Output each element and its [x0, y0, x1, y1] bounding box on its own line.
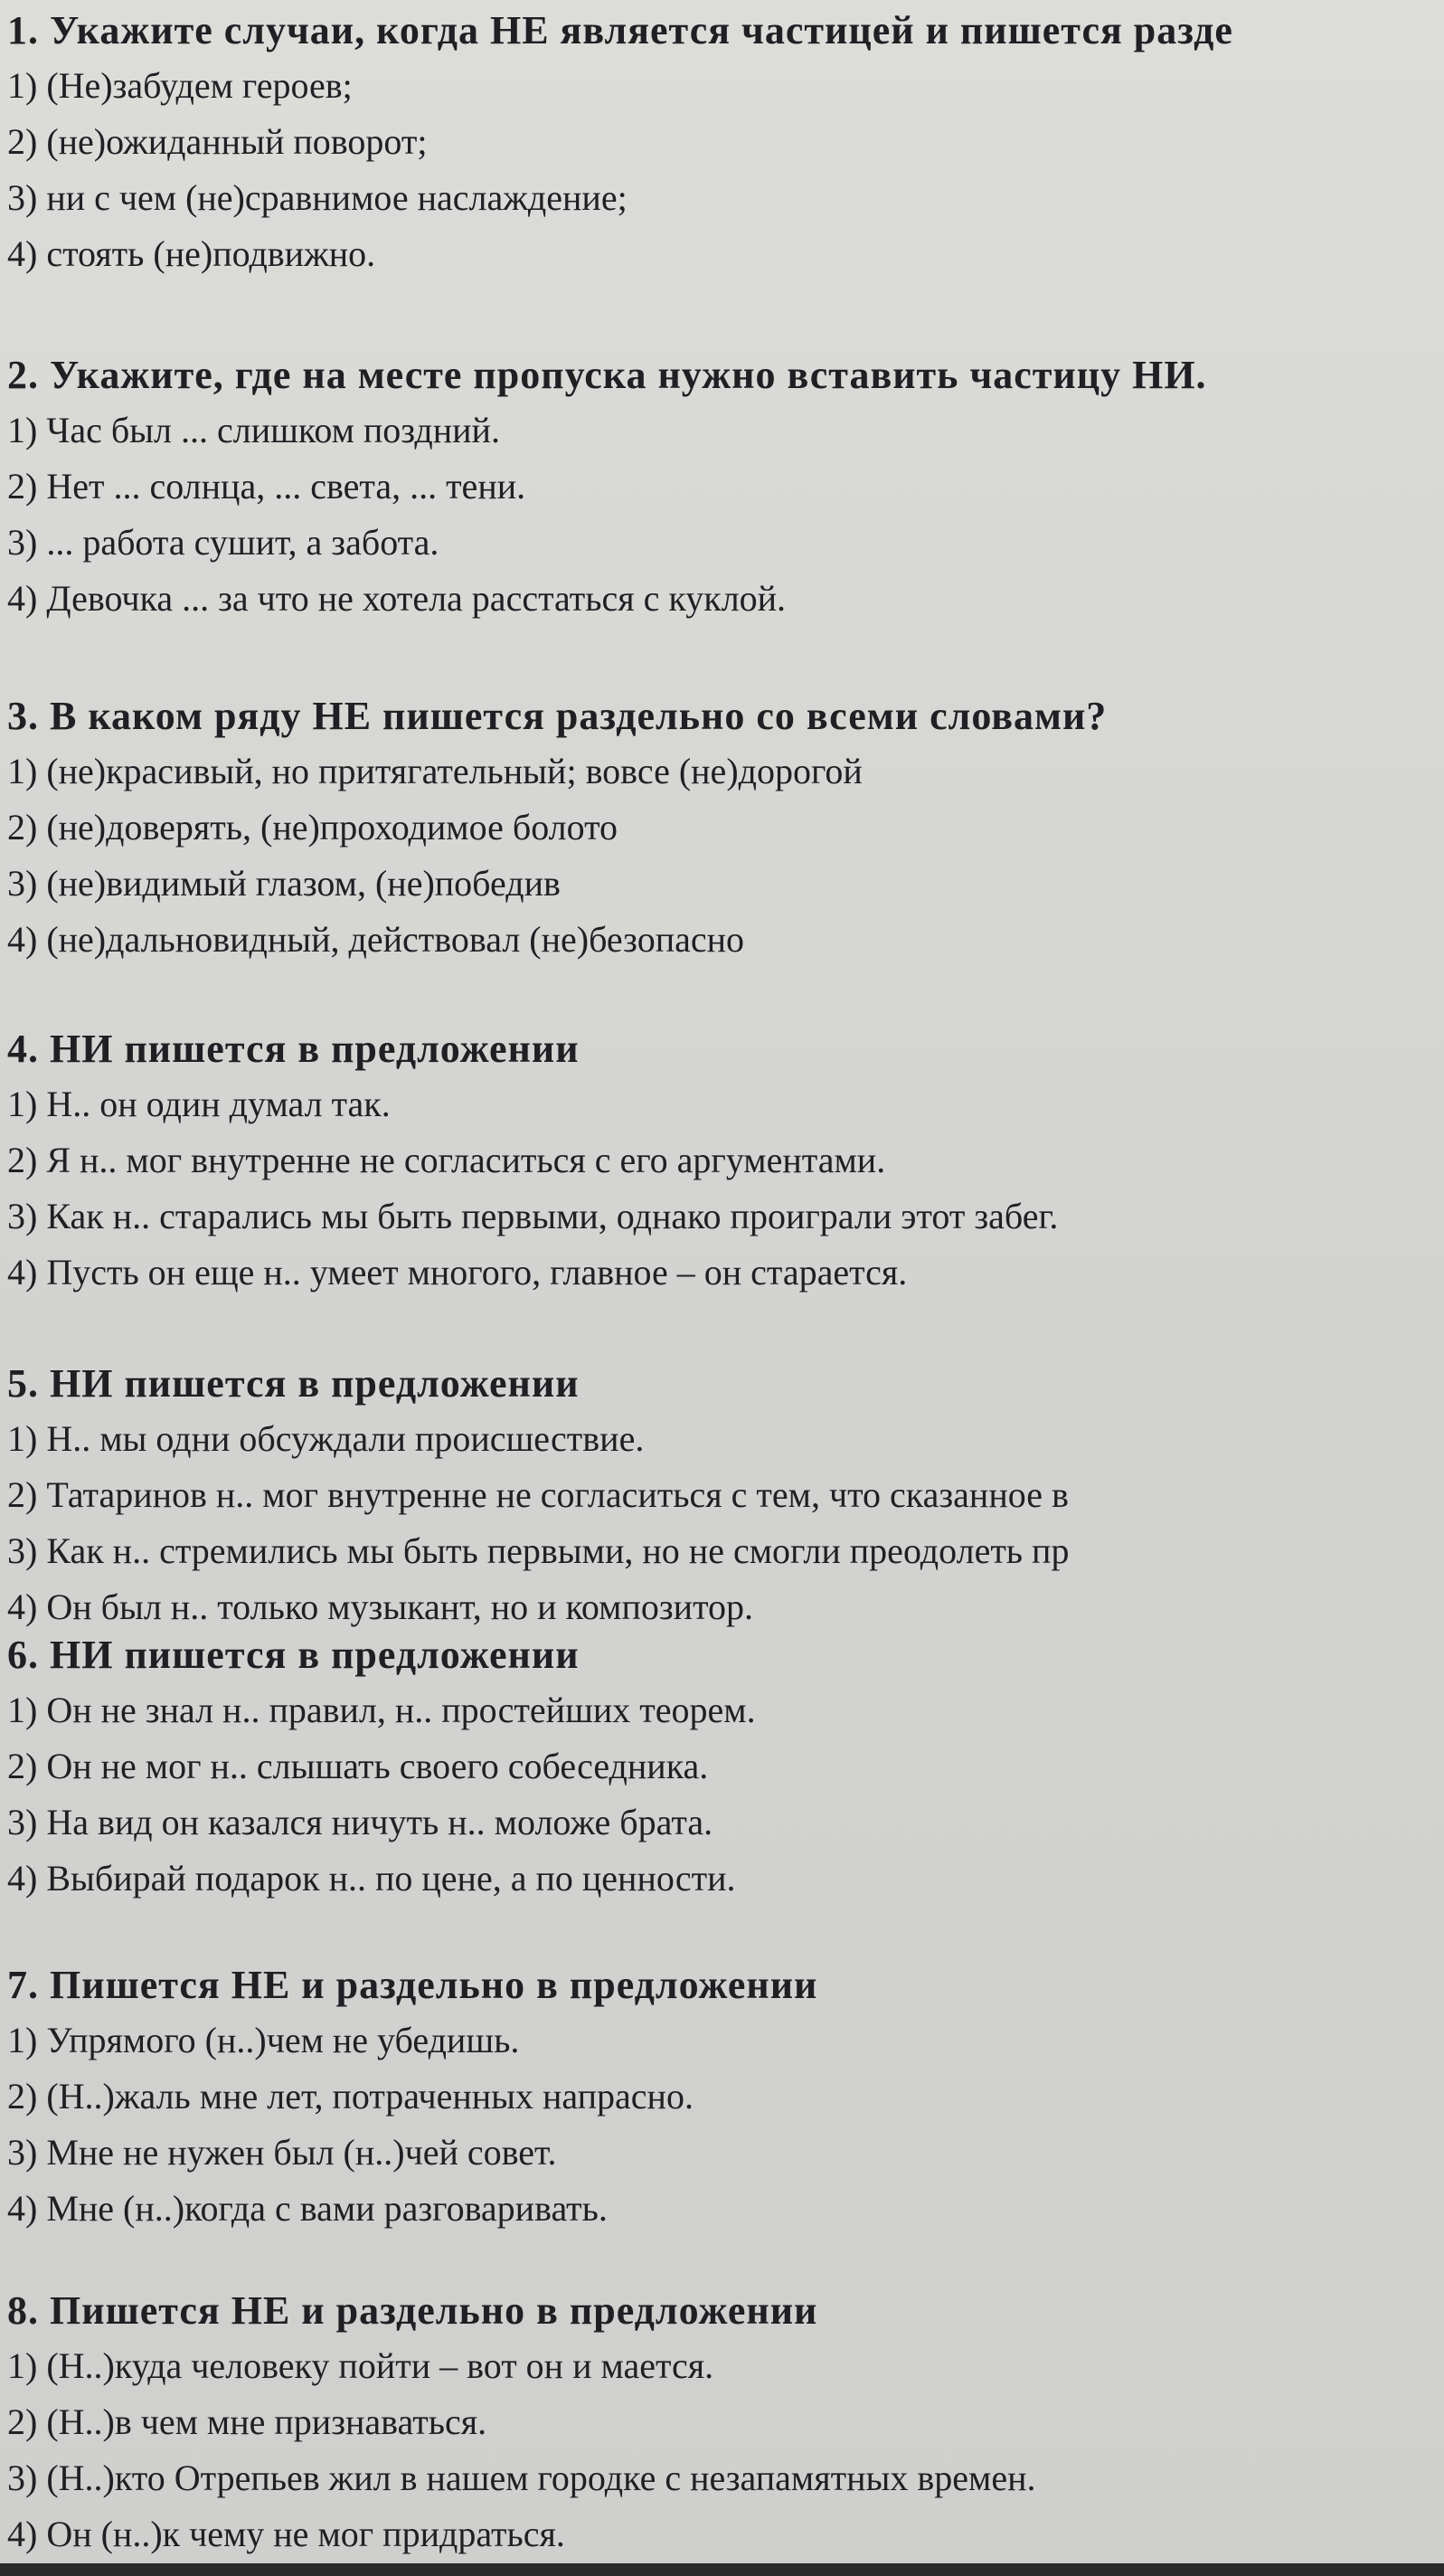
question-7 [7, 1958, 1444, 2237]
answer-option: 3) ни с чем (не)сравнимое наслаждение; [7, 177, 628, 218]
question-title: 8. Пишется НЕ и раздельно в предложении [7, 2288, 818, 2333]
answer-option: 1) Час был ... слишком поздний. [7, 410, 500, 450]
answer-option: 4) Он (н..)к чему не мог придраться. [7, 2514, 565, 2554]
answer-option: 1) Упрямого (н..)чем не убедишь. [7, 2020, 520, 2060]
answer-option: 4) (не)дальновидный, действовал (не)безопасно [7, 919, 745, 960]
answer-option: 3) Мне не нужен был (н..)чей совет. [7, 2132, 557, 2173]
answer-option: 4) стоять (не)подвижно. [7, 233, 376, 274]
question-title: 1. Укажите случаи, когда НЕ является частицей и пишется разде [7, 8, 1233, 52]
answer-option: 1) Н.. он один думал так. [7, 1084, 391, 1124]
answer-option: 3) ... работа сушит, а забота. [7, 522, 439, 563]
question-5 [7, 1357, 1444, 1635]
question-6 [7, 1628, 1444, 1907]
answer-option: 3) На вид он казался ничуть н.. моложе брата. [7, 1802, 713, 1842]
question-3 [7, 689, 1444, 968]
answer-option: 4) Он был н.. только музыкант, но и композитор. [7, 1586, 754, 1627]
answer-option: 3) Как н.. стремились мы быть первыми, но не смогли преодолеть пр [7, 1530, 1070, 1571]
answer-option: 2) Я н.. мог внутренне не согласиться с его аргументами. [7, 1140, 886, 1180]
answer-option: 1) Н.. мы одни обсуждали происшествие. [7, 1418, 645, 1459]
question-title: 2. Укажите, где на месте пропуска нужно вставить частицу НИ. [7, 353, 1207, 397]
question-4 [7, 1022, 1444, 1301]
answer-option: 1) Он не знал н.. правил, н.. простейших теорем. [7, 1690, 756, 1730]
answer-option: 2) Он не мог н.. слышать своего собеседника. [7, 1746, 709, 1786]
question-2 [7, 348, 1444, 627]
answer-option: 3) (не)видимый глазом, (не)победив [7, 863, 561, 904]
bottom-shadow-edge [0, 2563, 1444, 2576]
answer-option: 2) (не)ожиданный поворот; [7, 121, 428, 162]
answer-option: 1) (Не)забудем героев; [7, 65, 353, 106]
question-title: 6. НИ пишется в предложении [7, 1633, 580, 1677]
question-title: 4. НИ пишется в предложении [7, 1027, 580, 1071]
question-title: 7. Пишется НЕ и раздельно в предложении [7, 1963, 818, 2007]
answer-option: 4) Девочка ... за что не хотела расстаться с куклой. [7, 578, 787, 619]
answer-option: 2) (Н..)жаль мне лет, потраченных напрасно. [7, 2076, 694, 2117]
answer-option: 2) (Н..)в чем мне признаваться. [7, 2401, 487, 2442]
answer-option: 3) Как н.. старались мы быть первыми, однако проиграли этот забег. [7, 1196, 1059, 1236]
answer-option: 2) (не)доверять, (не)проходимое болото [7, 807, 618, 848]
question-title: 5. НИ пишется в предложении [7, 1361, 580, 1406]
answer-option: 1) (Н..)куда человеку пойти – вот он и мается. [7, 2345, 714, 2386]
answer-option: 2) Нет ... солнца, ... света, ... тени. [7, 466, 526, 507]
answer-option: 3) (Н..)кто Отрепьев жил в нашем городке с незапамятных времен. [7, 2458, 1036, 2498]
answer-option: 4) Пусть он еще н.. умеет многого, главное – он старается. [7, 1252, 908, 1293]
question-title: 3. В каком ряду НЕ пишется раздельно со всеми словами? [7, 694, 1108, 738]
question-1 [7, 4, 1444, 282]
answer-option: 4) Мне (н..)когда с вами разговаривать. [7, 2188, 608, 2229]
answer-option: 1) (не)красивый, но притягательный; вовсе (не)дорогой [7, 751, 863, 791]
answer-option: 2) Татаринов н.. мог внутренне не согласиться с тем, что сказанное в [7, 1474, 1069, 1515]
answer-option: 4) Выбирай подарок н.. по цене, а по ценности. [7, 1858, 736, 1899]
question-8 [7, 2284, 1444, 2562]
